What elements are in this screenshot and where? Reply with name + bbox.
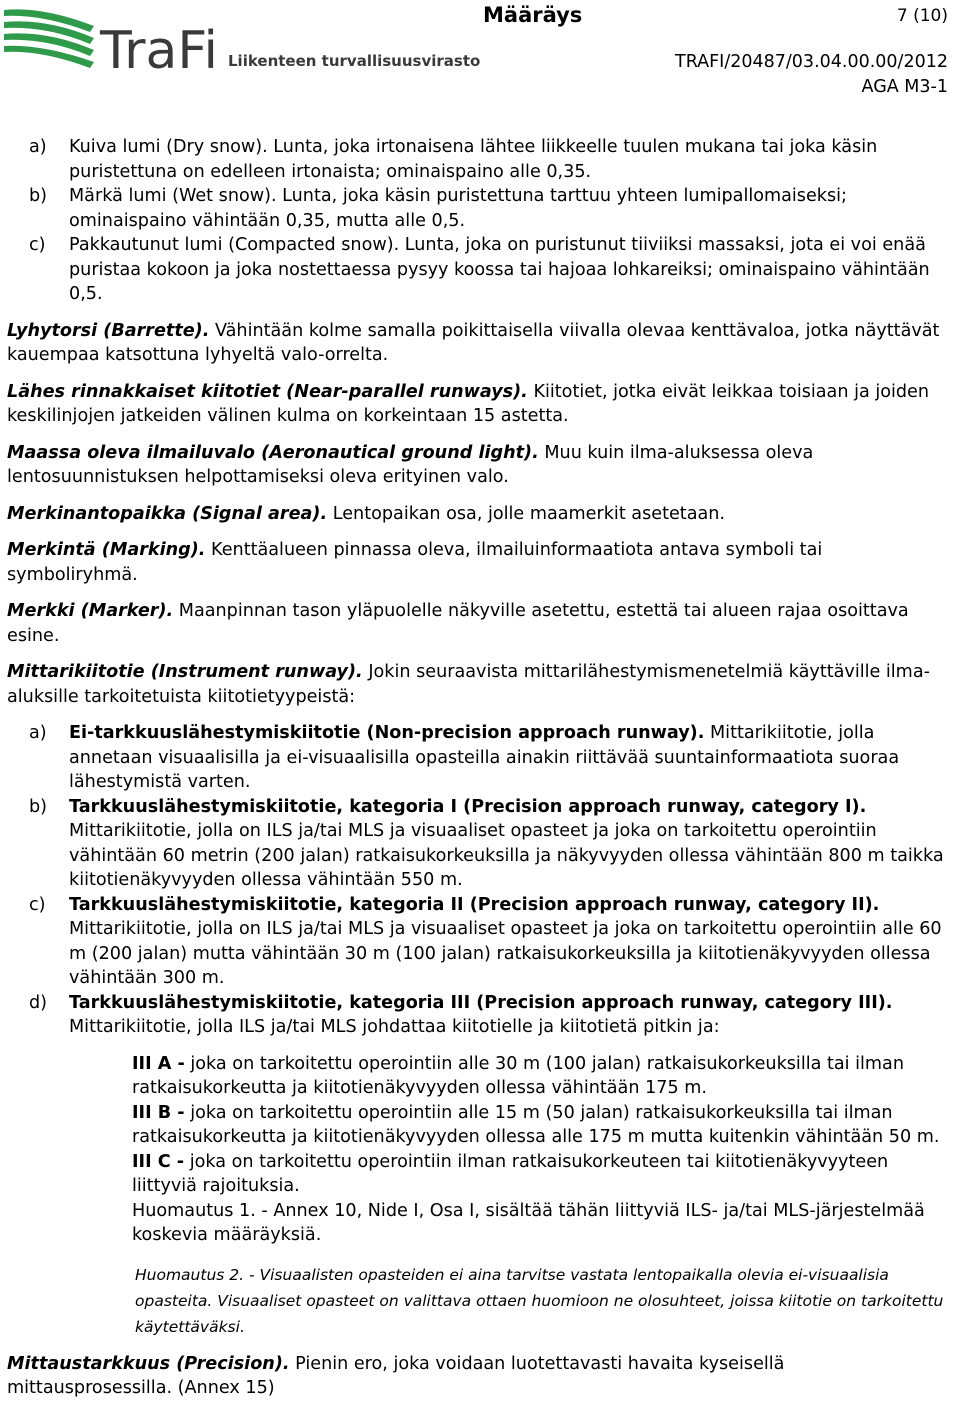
list-item: a) Ei-tarkkuuslähestymiskiitotie (Non-precision approach runway). Mittarikiitotie, jolla annetaan visuaalisilla ja ei-visuaalisilla opasteilla ainakin riittävää suuntainformaatiota suoraa lähestymistä varten. (29, 723, 900, 792)
page-header (0, 0, 960, 100)
page-number: 7 (10) (896, 6, 948, 26)
definition-marker: Merkki (Marker). Maanpinnan tason yläpuolelle näkyville asetettu, estettä tai alueen rajaa osoittava esine. (7, 601, 909, 646)
note-1: Huomautus 1. - Annex 10, Nide I, Osa I, sisältää tähän liittyviä ILS- ja/tai MLS-järjestelmää koskevia määräyksiä. (132, 1200, 925, 1245)
document-body (7, 135, 952, 1401)
cat-iii-a: III A - joka on tarkoitettu operointiin alle 30 m (100 jalan) ratkaisukorkeuksilla tai ilman ratkaisukorkeutta ja kiitotienäkyvyyden ollessa vähintään 175 m. (132, 1053, 904, 1098)
list-item: c) Tarkkuuslähestymiskiitotie, kategoria II (Precision approach runway, category II). Mittarikiitotie, jolla on ILS ja/tai MLS ja visuaaliset opasteet ja joka on tarkoitettu operointiin alle 60 m (200 jalan) mutta vähintään 30 m (100 jalan) ratkaisukorkeuksilla ja kiitotienäkyvyyden ollessa vähintään 300 m. (29, 894, 942, 988)
list-item: c) Pakkautunut lumi (Compacted snow). Lunta, joka on puristunut tiiviiksi massaksi, jota ei voi enää puristaa kokoon ja joka nostettaessa pysyy koossa tai hajoaa lohkareiksi; ominaispaino vähintään 0,5. (29, 235, 930, 304)
definition-barrette: Lyhytorsi (Barrette). Vähintään kolme samalla poikittaisella viivalla olevaa kenttävaloa, jotka näyttävät kauempaa katsottuna lyhyeltä valo-orrelta. (7, 320, 940, 365)
definition-instrument-runway: Mittarikiitotie (Instrument runway). Jokin seuraavista mittarilähestymismenetelmiä käyttäville ilma-aluksille tarkoitetuista kiitotietyypeistä: (7, 662, 930, 707)
definition-signal-area: Merkinantopaikka (Signal area). Lentopaikan osa, jolle maamerkit asetetaan. (7, 503, 726, 524)
cat-iii-b: III B - joka on tarkoitettu operointiin alle 15 m (50 jalan) ratkaisukorkeuksilla tai ilman ratkaisukorkeutta ja kiitotienäkyvyyden ollessa alle 175 m mutta kuitenkin vähintään 50 m. (132, 1102, 940, 1147)
note-2: Huomautus 2. - Visuaalisten opasteiden ei aina tarvitse vastata lentopaikalla olevia ei-visuaalisia opasteita. Visuaaliset opasteet on valittava ottaen huomioon ne olosuhteet, joissa kiitotie on tarkoitettu käytettäväksi. (135, 1265, 944, 1336)
definition-near-parallel-runways: Lähes rinnakkaiset kiitotiet (Near-parallel runways). Kiitotiet, jotka eivät leikkaa toisiaan ja joiden keskilinjojen jatkeiden välinen kulma on korkeintaan 15 astetta. (7, 381, 930, 426)
document-type: Määräys (483, 3, 583, 27)
definition-marking: Merkintä (Marking). Kenttäalueen pinnassa oleva, ilmailuinformaatiota antava symboli tai symboliryhmä. (7, 540, 823, 585)
list-item: b) Tarkkuuslähestymiskiitotie, kategoria I (Precision approach runway, category I). Mittarikiitotie, jolla on ILS ja/tai MLS ja visuaaliset opasteet ja joka on tarkoitettu operointiin vähintään 60 metrin (200 jalan) ratkaisukorkeuksilla ja näkyvyyden ollessa vähintään 800 m taikka kiitotienäkyvyyden ollessa vähintään 550 m. (29, 796, 944, 890)
list-item: a) Kuiva lumi (Dry snow). Lunta, joka irtonaisena lähtee liikkeelle tuulen mukana tai joka käsin puristettuna on edelleen irtonaista; ominaispaino alle 0,35. (29, 137, 878, 182)
svg-text:TraFi: TraFi (100, 21, 218, 81)
document-code: AGA M3-1 (861, 77, 948, 97)
definition-precision: Mittaustarkkuus (Precision). Pienin ero, joka voidaan luotettavasti havaita kyseisellä mittausprosessilla. (Annex 15) (7, 1353, 785, 1398)
svg-text:Liikenteen turvallisuusvirasto: Liikenteen turvallisuusvirasto (228, 52, 481, 70)
trafi-logo (2, 4, 481, 87)
definition-aeronautical-ground-light: Maassa oleva ilmailuvalo (Aeronautical ground light). Muu kuin ilma-aluksessa oleva lentosuunnistuksen helpottamiseksi oleva erityinen valo. (7, 442, 814, 487)
list-item: d) Tarkkuuslähestymiskiitotie, kategoria III (Precision approach runway, category III). Mittarikiitotie, jolla ILS ja/tai MLS johdattaa kiitotielle ja kiitotietä pitkin ja: (29, 992, 893, 1037)
list-item: b) Märkä lumi (Wet snow). Lunta, joka käsin puristettuna tarttuu yhteen lumipallomaiseksi; ominaispaino vähintään 0,35, mutta alle 0,5. (29, 186, 847, 231)
document-reference: TRAFI/20487/03.04.00.00/2012 (675, 52, 948, 72)
category-iii-subtypes (132, 1052, 952, 1248)
cat-iii-c: III C - joka on tarkoitettu operointiin ilman ratkaisukorkeuteen tai kiitotienäkyvyyteen liittyviä rajoituksia. (132, 1151, 889, 1196)
